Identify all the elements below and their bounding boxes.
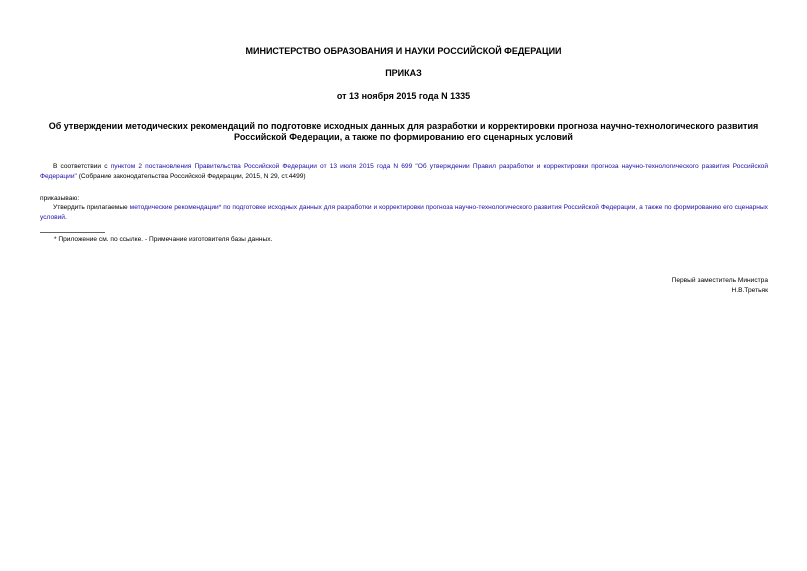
document-title: Об утверждении методических рекомендаций по подготовке исходных данных для разработки и корректировки прогноза научно-технологического развития Российской Федерации, а также по формированию его сценарных условий — [48, 121, 759, 142]
footnote-text: * Приложение см. по ссылке. - Примечание изготовителя базы данных. — [54, 236, 273, 243]
footnote-mark[interactable]: * — [218, 204, 222, 211]
approve-paragraph — [40, 203, 768, 223]
basis-paragraph — [40, 162, 768, 182]
signatory-name: Н.В.Третьяк — [731, 287, 768, 294]
approve-suffix: . — [64, 214, 67, 221]
order-word: приказываю: — [40, 195, 80, 202]
signature-block — [672, 276, 768, 296]
recommendations-link[interactable]: методические рекомендации — [129, 204, 219, 211]
footnote-divider — [40, 232, 105, 233]
basis-prefix: В соответствии с — [53, 163, 111, 170]
recommendations-link-continued[interactable]: по подготовке исходных данных для разработки и корректировки прогноза научно-технологического развития Российской Федерации, а также по формированию его сценарных условий — [40, 204, 768, 221]
basis-suffix: (Собрание законодательства Российской Федерации, 2015, N 29, ст.4499) — [76, 173, 306, 180]
approve-prefix: Утвердить прилагаемые — [53, 204, 130, 211]
ministry-heading: МИНИСТЕРСТВО ОБРАЗОВАНИЯ И НАУКИ РОССИЙСКОЙ ФЕДЕРАЦИИ — [245, 46, 562, 56]
document-type-heading: ПРИКАЗ — [385, 68, 422, 78]
decree-link[interactable]: пунктом 2 постановления Правительства Российской Федерации от 13 июля 2015 года N 699 "Об утверждении Правил разработки и корректировки прогноза научно-технологического развития Российской Федерации" — [40, 163, 769, 180]
signatory-position: Первый заместитель Министра — [671, 277, 768, 284]
date-number-heading: от 13 ноября 2015 года N 1335 — [336, 91, 471, 101]
